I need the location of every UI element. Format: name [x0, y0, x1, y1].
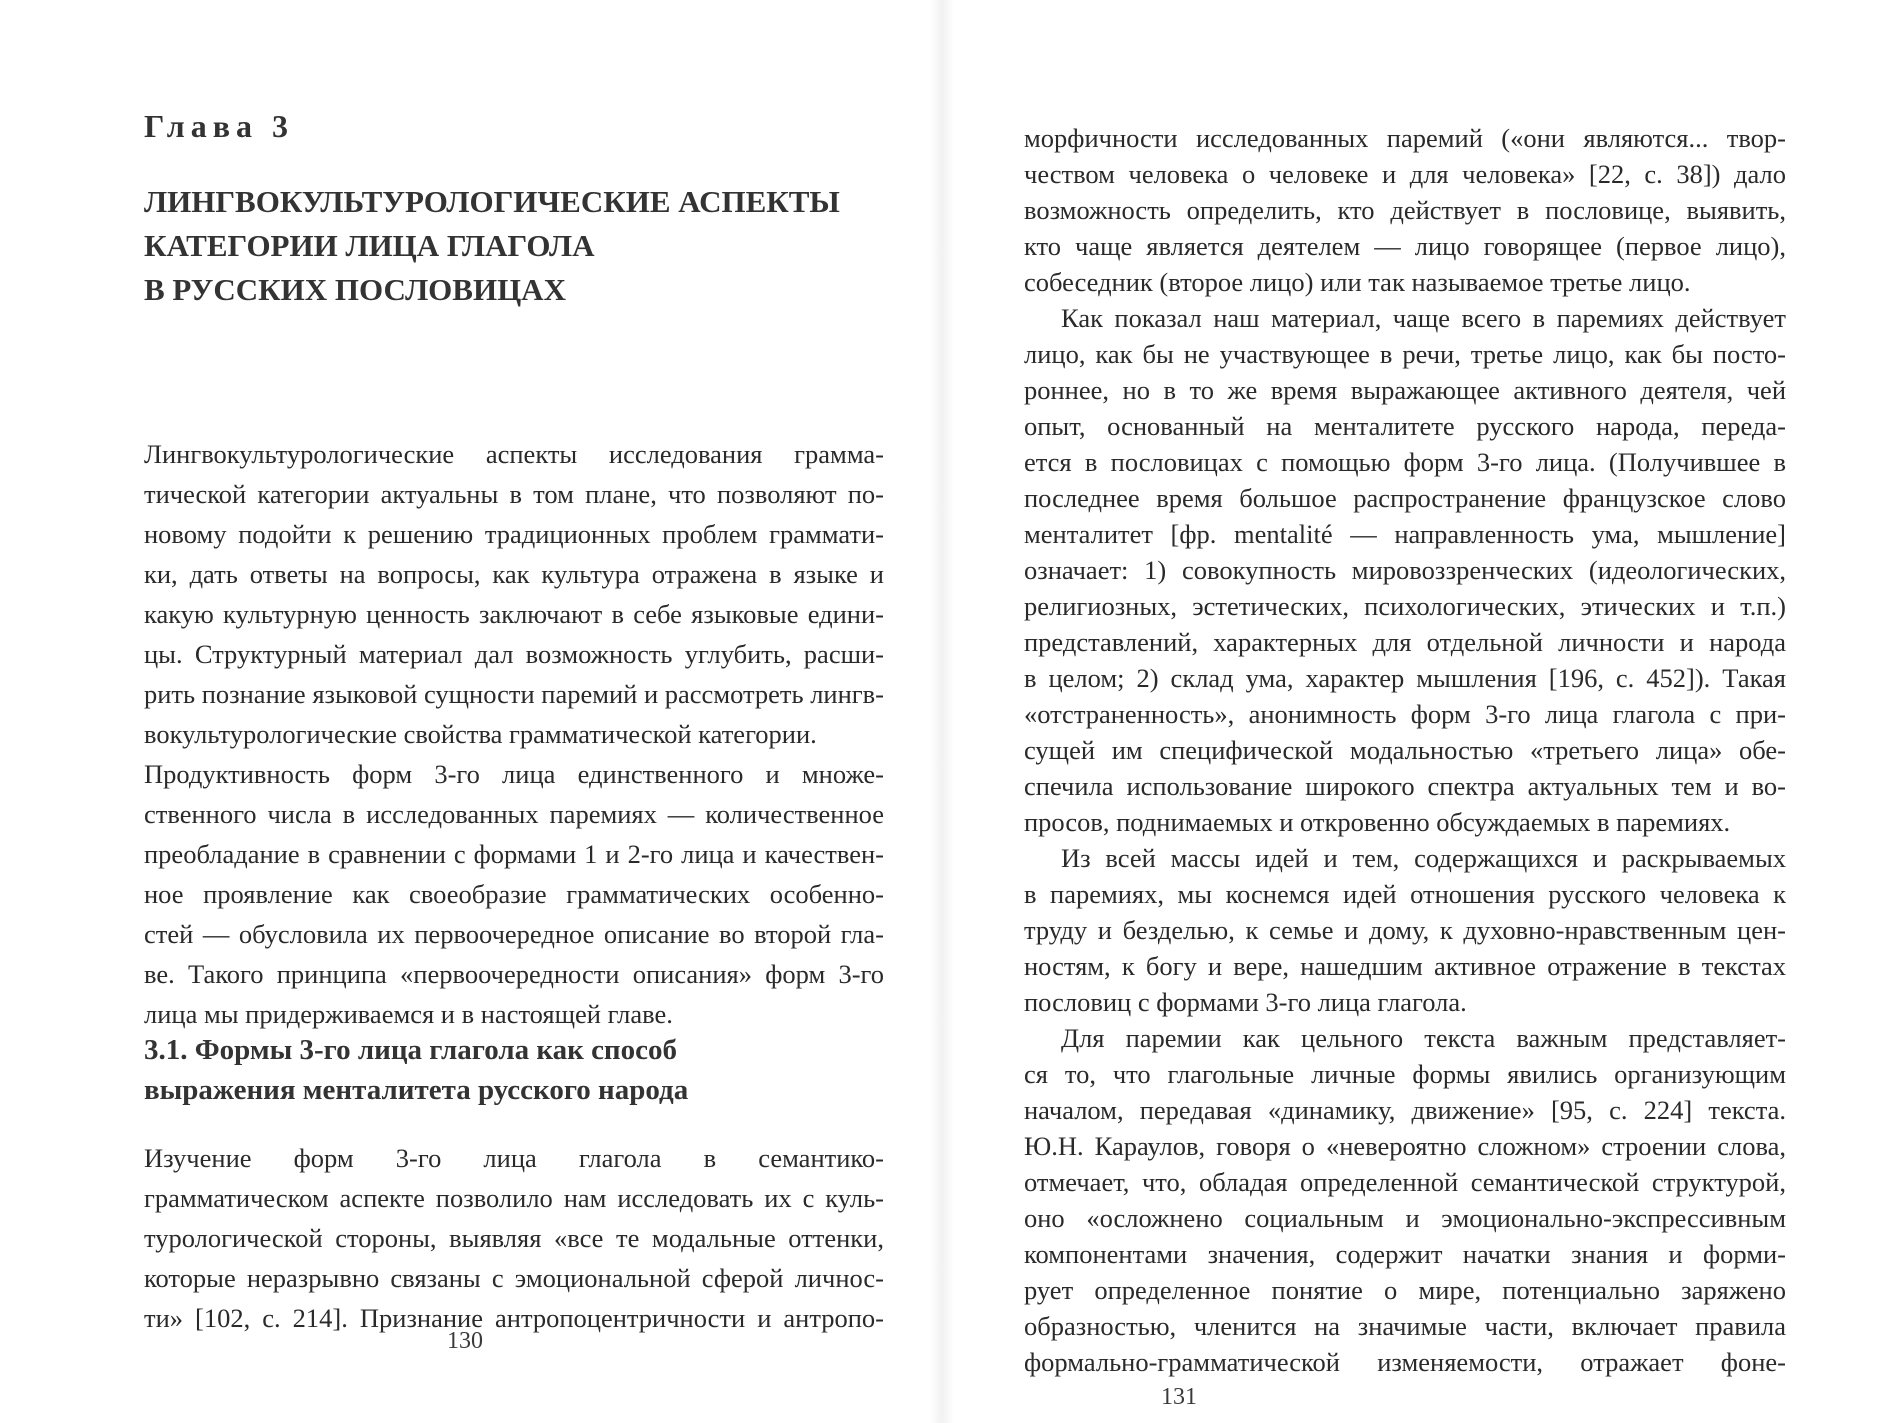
text-line: какую культурную ценность заключают в себе языковые едини- [144, 599, 884, 629]
text-line: Ю.Н. Караулов, говоря о «невероятно сложном» строении слова, [1024, 1131, 1786, 1161]
text-line: труду и безделью, к семье и дому, к духовно-нравственным цен- [1024, 915, 1786, 945]
text-line: пословиц с формами 3-го лица глагола. [1024, 987, 1467, 1017]
right-page [942, 0, 1884, 1423]
text-line: ки, дать ответы на вопросы, как культура отражена в языке и [144, 559, 884, 589]
text-line: цы. Структурный материал дал возможность углубить, расши- [144, 639, 884, 669]
text-line: началом, передавая «динамику, движение» [95, с. 224] текста. [1024, 1095, 1786, 1125]
text-line: ве. Такого принципа «первоочередности описания» форм 3-го [144, 959, 884, 989]
text-line: лица мы придерживаемся и в настоящей главе. [144, 999, 673, 1029]
chapter-title-line: КАТЕГОРИИ ЛИЦА ГЛАГОЛА [144, 228, 595, 263]
section-title-line: выражения менталитета русского народа [144, 1074, 689, 1106]
text-line: чеством человека о человеке и для человека» [22, с. 38]) дало [1024, 159, 1786, 189]
text-line: опыт, основанный на менталитете русского народа, переда- [1024, 411, 1786, 441]
text-line: спечила использование широкого спектра актуальных тем и во- [1024, 771, 1786, 801]
chapter-title-line: ЛИНГВОКУЛЬТУРОЛОГИЧЕСКИЕ АСПЕКТЫ [144, 184, 840, 219]
text-line: последнее время большое распространение французское слово [1024, 483, 1786, 513]
text-line: Как показал наш материал, чаще всего в паремиях действует [1061, 303, 1786, 333]
text-line: представлений, характерных для отдельной личности и народа [1024, 627, 1786, 657]
chapter-label: Глава 3 [144, 108, 294, 144]
text-line: в целом; 2) склад ума, характер мышления [196, с. 452]). Такая [1024, 663, 1786, 693]
text-line: турологической стороны, выявляя «все те модальные оттенки, [144, 1223, 884, 1253]
text-line: рить познание языковой сущности паремий и рассмотреть лингв- [144, 679, 884, 709]
page-number: 131 [1161, 1384, 1197, 1410]
text-line: Лингвокультурологические аспекты исследования грамма- [144, 439, 884, 469]
text-line: кто чаще является деятелем — лицо говорящее (первое лицо), [1024, 231, 1786, 261]
text-line: просов, поднимаемых и откровенно обсуждаемых в паремиях. [1024, 807, 1731, 837]
text-line: компонентами значения, содержит начатки знания и форми- [1024, 1239, 1786, 1269]
text-line: «отстраненность», анонимность форм 3-го лица глагола с при- [1024, 699, 1786, 729]
text-line: тической категории актуальны в том плане, что позволяют по- [144, 479, 884, 509]
text-line: Изучение форм 3-го лица глагола в семантико- [144, 1143, 884, 1173]
text-line: ся то, что глагольные личные формы явились организующим [1024, 1059, 1786, 1089]
text-line: ностям, к богу и вере, нашедшим активное отражение в текстах [1024, 951, 1786, 981]
text-line: сущей им специфической модальностью «третьего лица» обе- [1024, 735, 1786, 765]
text-line: роннее, но в то же время выражающее активного деятеля, чей [1024, 375, 1786, 405]
text-line: менталитет [фр. mentalité — направленность ума, мышление] [1024, 519, 1786, 549]
text-line: Продуктивность форм 3-го лица единственного и множе- [144, 759, 884, 789]
text-line: собеседник (второе лицо) или так называемое третье лицо. [1024, 267, 1691, 297]
text-line: лицо, как бы не участвующее в речи, третье лицо, как бы посто- [1024, 339, 1786, 369]
text-line: рует определенное понятие о мире, потенциально заряжено [1024, 1275, 1786, 1305]
text-line: Из всей массы идей и тем, содержащихся и раскрываемых [1061, 843, 1786, 873]
chapter-title-line: В РУССКИХ ПОСЛОВИЦАХ [144, 272, 566, 307]
text-line: ти» [102, с. 214]. Признание антропоцентричности и антропо- [144, 1303, 884, 1333]
text-line: преобладание в сравнении с формами 1 и 2-го лица и качествен- [144, 839, 884, 869]
text-line: религиозных, эстетических, психологических, этических и т.п.) [1024, 591, 1786, 621]
section-title [144, 1030, 688, 1110]
chapter-title [144, 180, 904, 312]
text-line: которые неразрывно связаны с эмоциональной сферой личнос- [144, 1263, 884, 1293]
text-line: оно «осложнено социальным и эмоционально-экспрессивным [1024, 1203, 1786, 1233]
text-line: ется в пословицах с помощью форм 3-го лица. (Получившее в [1024, 447, 1786, 477]
text-line: отмечает, что, обладая определенной семантической структурой, [1024, 1167, 1786, 1197]
text-line: ное проявление как своеобразие грамматических особенно- [144, 879, 884, 909]
section-title-line: 3.1. Формы 3-го лица глагола как способ [144, 1034, 678, 1066]
text-line: Для паремии как цельного текста важным представляет- [1061, 1023, 1786, 1053]
text-line: формально-грамматической изменяемости, отражает фоне- [1024, 1347, 1786, 1377]
text-line: ственного числа в исследованных паремиях — количественное [144, 799, 884, 829]
text-line: стей — обусловила их первоочередное описание во второй гла- [144, 919, 884, 949]
text-line: морфичности исследованных паремий («они являются... твор- [1024, 123, 1786, 153]
text-line: новому подойти к решению традиционных проблем граммати- [144, 519, 884, 549]
text-line: означает: 1) совокупность мировоззренческих (идеологических, [1024, 555, 1786, 585]
page-number: 130 [447, 1328, 483, 1354]
text-line: в паремиях, мы коснемся идей отношения русского человека к [1024, 879, 1786, 909]
text-line: вокультурологические свойства грамматической категории. [144, 719, 817, 749]
text-line: возможность определить, кто действует в пословице, выявить, [1024, 195, 1786, 225]
text-line: грамматическом аспекте позволило нам исследовать их с куль- [144, 1183, 884, 1213]
text-line: образностью, членится на значимые части, включает правила [1024, 1311, 1786, 1341]
